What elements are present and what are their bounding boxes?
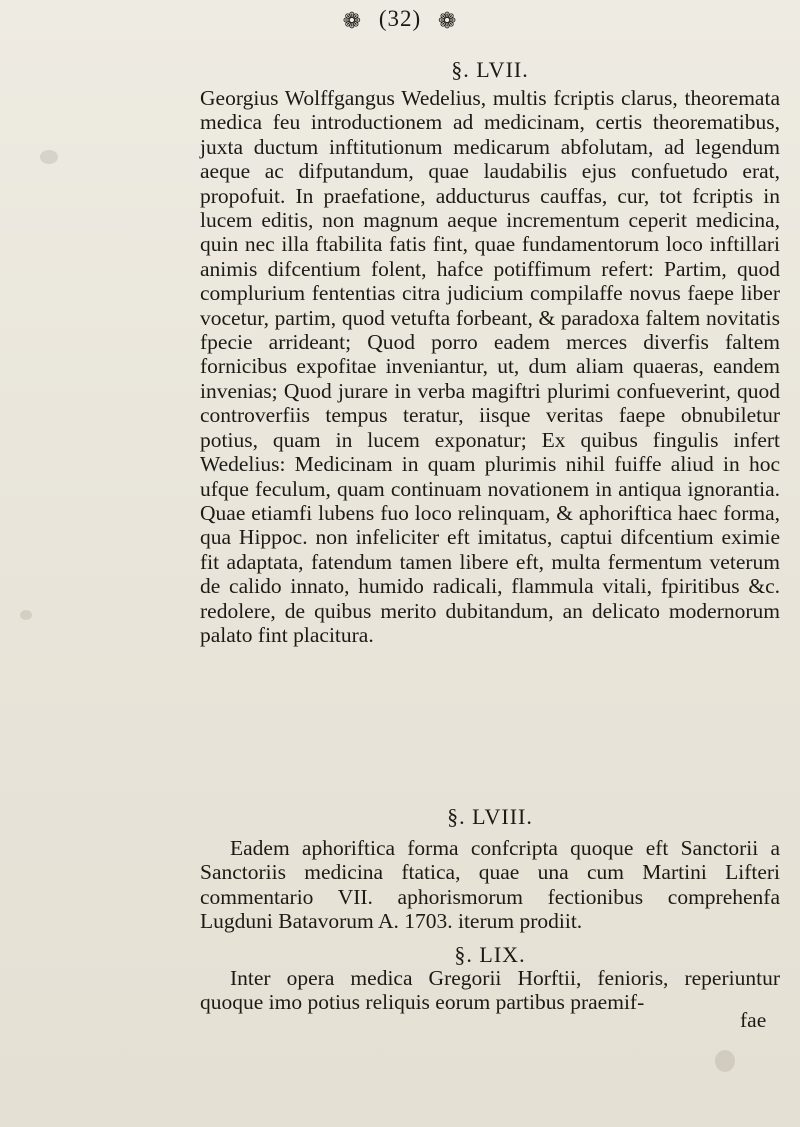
ornament-icon: ❁ [342,7,363,33]
page-number: (32) [378,6,422,31]
section-body-lvii: Georgius Wolffgangus Wedelius, multis fcriptis clarus, theoremata medica feu introductionem ad medicinam, certis theorematibus, juxta ductum inftitutionum medicarum abfolutam, ad legendum aeque ac difputandum, quae laudabilis ejus confuetudo erat, propofuit. In praefatione, adducturus cauffas, cur, tot fcriptis in lucem editis, non magnum aeque incrementum ceperit medicina, quin nec illa ftabilita fatis fint, quae fundamentorum loco inftillari animis difcentium folent, hafce potiffimum refert: Partim, quod complurium fententias citra judicium compilaffe novus faepe liber vocetur, partim, quod vetufta forbeant, & paradoxa faltem novitatis fpecie arrideant; Quod porro eadem merces diverfis faltem fornicibus expofitae inveniantur, ut, dum aliam quaeras, eandem invenias; Quod jurare in verba magiftri plurimi confueverint, quod controverfiis tempus teratur, iisque veritas faepe obnubiletur potius, quam in lucem exponatur; Ex quibus fingulis infert Wedelius: Medicinam in quam plurimis nihil fuiffe aliud in hoc ufque feculum, quam continuam novationem in antiqua ignorantia. Quae etiamfi lubens fuo loco relinquam, & aphoriftica haec forma, qua Hippoc. non infeliciter eft imitatus, captui difcentium eximie fit adaptata, fatendum tamen libere eft, multa fermentum veterum de calido innato, humido radicali, flammula vitali, fpiritibus &c. redolere, de quibus merito dubitandum, an delicato modernorum palato fint placitura. [200,86,780,647]
section-body-lix: Inter opera medica Gregorii Horftii, fenioris, reperiuntur quoque imo potius reliquis eorum partibus praemif- [200,966,780,1015]
section-body-lviii: Eadem aphoriftica forma confcripta quoque eft Sanctorii a Sanctoriis medicina ftatica, quae una cum Martini Lifteri commentario VII. aphorismorum fectionibus comprehenfa Lugduni Batavorum A. 1703. iterum prodiit. [200,836,780,934]
section-heading-lviii: §. LVIII. [447,804,533,829]
catchword: fae [740,1008,767,1032]
paper-stain [40,150,58,164]
paper-stain [20,610,32,620]
section-heading-lix: §. LIX. [454,942,526,967]
ornament-icon: ❁ [437,7,458,33]
page-header [0,6,800,52]
paper-stain [715,1050,735,1072]
section-heading-lvii: §. LVII. [451,57,529,82]
